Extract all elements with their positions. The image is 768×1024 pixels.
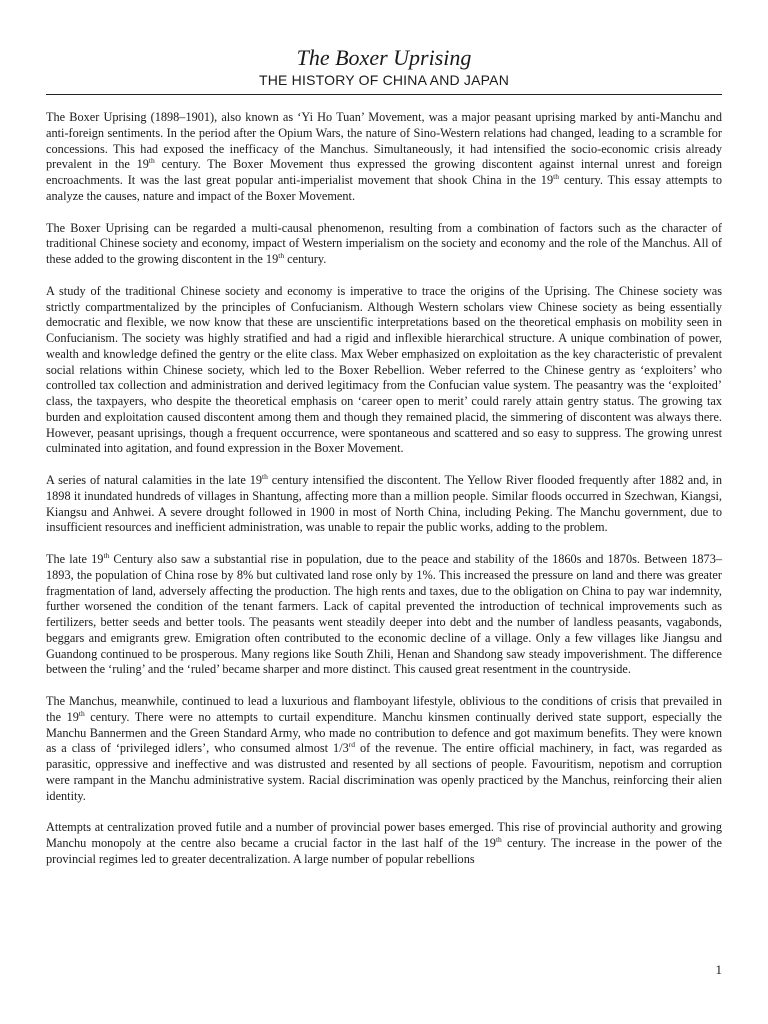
page-number: 1 <box>715 962 722 977</box>
paragraph-manchus: The Manchus, meanwhile, continued to lead a luxurious and flamboyant lifestyle, oblivious to the conditions of crisis that prevailed in the 19th century. There were no attempts to curtail expenditure. Manchu kinsmen continually derived state support, especially the Manchu Bannermen and the Green Standard Army, who made no contribution to defence and got maximum benefits. They were known as a class of ‘privileged idlers’, who consumed almost 1/3rd of the revenue. The entire official machinery, in fact, was regarded as parasitic, oppressive and ineffective and was distrusted and resented by all sections of people. Favouritism, nepotism and corruption were rampant in the Manchu administrative system. Racial discrimination was openly practiced by the Manchus, reinforcing their alien identity. <box>46 694 722 803</box>
document-title: The Boxer Uprising <box>296 45 472 70</box>
document-body <box>46 110 722 868</box>
paragraph-calamities: A series of natural calamities in the late 19th century intensified the discontent. The Yellow River flooded frequently after 1882 and, in 1898 it inundated hundreds of villages in Shantung, affecting more than a million people. Similar floods occurred in Szechwan, Kiangsi, Kiangsu and Anhwei. A severe drought followed in 1900 in most of North China, including Peking. The Manchu government, due to insufficient resources and inefficient administration, was unable to repair the public works, adding to the problem. <box>46 471 722 535</box>
paragraph-intro: The Boxer Uprising (1898–1901), also known as ‘Yi Ho Tuan’ Movement, was a major peasant uprising marked by anti-Manchu and anti-foreign sentiments. In the period after the Opium Wars, the nature of Sino-Western relations had changed, leading to a scramble for concessions. This had exposed the inefficacy of the Manchus. Simultaneously, it had intensified the socio-economic crisis already prevalent in the 19th century. The Boxer Movement thus expressed the growing discontent against internal unrest and foreign encroachments. It was the last great popular anti-imperialist movement that shook China in the 19th century. This essay attempts to analyze the causes, nature and impact of the Boxer Movement. <box>46 110 723 203</box>
paragraph-population: The late 19th Century also saw a substantial rise in population, due to the peace and stability of the 1860s and 1870s. Between 1873–1893, the population of China rose by 8% but cultivated land rose only by 1%. This increased the pressure on land and there was greater fragmentation of land, adversely affecting the production. The high rents and taxes, due to the obligation on China to pay war indemnity, further worsened the condition of the tenant farmers. Lack of capital prevented the introduction of technical improvements such as fertilizers, better seeds and better tools. The peasants went steadily deeper into debt and the number of landless peasants, vagabonds, beggars and emigrants grew. Emigration often contributed to the economic decline of a village. Only a few villages like Jiangsu and Guandong continued to be prosperous. Many regions like South Zhili, Henan and Shandong saw steady impoverishment. The difference between the ‘ruling’ and the ‘ruled’ became sharper and more distinct. This caused great resentment in the countryside. <box>46 550 722 677</box>
paragraph-causes: The Boxer Uprising can be regarded a multi-causal phenomenon, resulting from a combination of factors such as the character of traditional Chinese society and economy, impact of Western imperialism on the society and economy and the role of the Manchus. All of these added to the growing discontent in the 19th century. <box>46 220 722 266</box>
document-subtitle: THE HISTORY OF CHINA AND JAPAN <box>258 72 509 88</box>
title-divider <box>46 94 722 95</box>
document-page <box>46 0 722 1024</box>
paragraph-centralization: Attempts at centralization proved futile and a number of provincial power bases emerged. This rise of provincial authority and growing Manchu monopoly at the centre also became a crucial factor in the last half of the 19th century. The increase in the power of the provincial regimes led to greater decentralization. A large number of popular rebellions <box>46 820 722 866</box>
paragraph-society: A study of the traditional Chinese society and economy is imperative to trace the origins of the Uprising. The Chinese society was strictly compartmentalized by the principles of Confucianism. Although Western scholars view Chinese society as being essentially democratic and flexible, we now know that these are unscientific interpretations based on the theoretical emphasis on mobility seen in Confucianism. The society was highly stratified and had a rigid and inflexible hierarchical structure. A unique combination of power, wealth and knowledge defined the gentry or the elite class. Max Weber emphasized on exploitation as the key characteristic of prevalent social relations within Chinese society, which led to the Boxer Rebellion. Weber referred to the Chinese gentry as ‘exploiters’ who controlled tax collection and administration and derived legitimacy from the Confucian value system. The peasantry was the ‘exploited’ class, the taxpayers, who despite the theoretical emphasis on ‘career open to merit’ could rarely attain gentry status. The growing tax burden and exploitation caused discontent among them and though they remained placid, the simmering of discontent was always there. However, peasant uprisings, though a frequent occurrence, were spontaneous and scattered and so easy to suppress. The growing unrest culminated into agitation, and found expression in the Boxer Movement. <box>46 283 722 456</box>
